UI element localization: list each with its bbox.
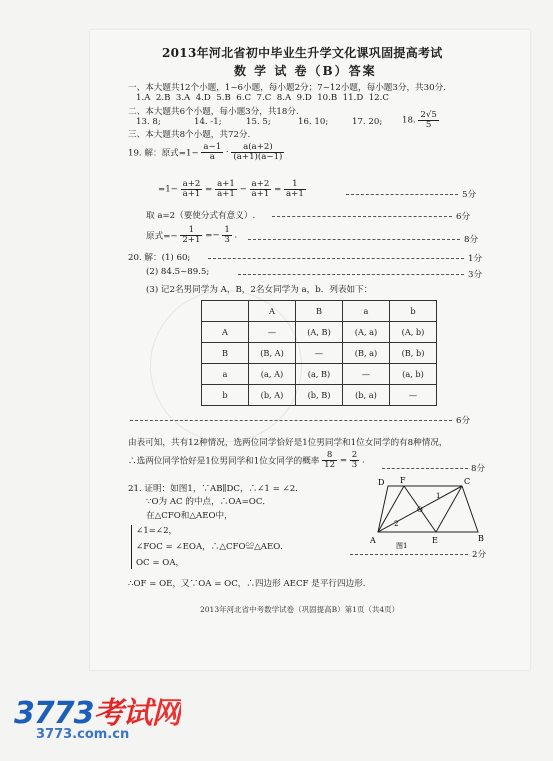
q19-line4: [146, 226, 237, 245]
answer-4: 4.D: [195, 93, 211, 103]
q20-leader-2: [238, 274, 464, 275]
q19-frac6-num: 1: [284, 180, 306, 190]
figure-label-c: C: [464, 477, 471, 486]
q19-frac8-num: 1: [224, 225, 230, 235]
answer-13: 13. 8;: [136, 117, 161, 127]
geometry-figure: [370, 476, 490, 552]
q19-dot: ·: [225, 147, 229, 158]
table-cell: A: [249, 301, 296, 322]
section2-intro: 二、本大题共6个小题，每小题3分，共18分.: [128, 107, 299, 117]
figure-parallelogram: [378, 486, 478, 532]
table-cell: (A, a): [343, 322, 390, 343]
table-cell: [202, 301, 249, 322]
answer-16: 16. 10;: [298, 117, 329, 127]
site-logo: [14, 688, 181, 732]
answer-11: 11.D: [342, 93, 364, 103]
table-cell: (B, b): [390, 343, 437, 364]
q20-conclusion-2: [128, 451, 365, 470]
page-subtitle: 数 学 试 卷（B）答案: [234, 64, 377, 78]
page-title: 2013年河北省初中毕业生升学文化课巩固提高考试: [162, 46, 443, 60]
q19-line2: [158, 180, 306, 199]
q20-frac2-den: 3: [351, 460, 358, 471]
answer-18-label: 18.: [402, 115, 416, 126]
answer-5: 5.B: [216, 93, 231, 103]
table-row: [202, 385, 437, 406]
answer-14: 14. -1;: [194, 117, 222, 127]
figure-label-a: A: [370, 536, 376, 545]
table-cell: (A, b): [390, 322, 437, 343]
q19-frac1-den: a: [209, 152, 215, 163]
q19-frac7-num: 1: [180, 226, 202, 236]
q19-frac3-den: a+1: [182, 189, 201, 200]
q20-peq: =: [339, 455, 348, 466]
site-logo-text: 3773考试网: [14, 688, 181, 732]
q19-end: .: [234, 230, 238, 241]
table-cell: (b, A): [249, 385, 296, 406]
q20-conclusion-1: 由表可知，共有12种情况，选两位同学恰好是1位男同学和1位女同学的有8种情况，: [128, 438, 448, 448]
answer-3: 3.A: [175, 93, 191, 103]
table-cell: B: [202, 343, 249, 364]
table-row: [202, 322, 437, 343]
q20-part2: (2) 84.5~89.5;: [146, 267, 210, 277]
q20-frac1-den: 12: [324, 460, 336, 471]
q21-line3: 在△CFO和△AEO中，: [146, 511, 233, 521]
table-cell: (A, B): [296, 322, 343, 343]
answer-18: [402, 111, 439, 130]
q19-eq4: =−: [205, 230, 220, 241]
table-cell: —: [343, 364, 390, 385]
q19-eq: =: [205, 184, 213, 195]
answer-7: 7.C: [256, 93, 272, 103]
q19-minus: −: [239, 184, 247, 195]
q19-frac8-den: 3: [224, 235, 230, 246]
figure-label-f: F: [400, 476, 406, 485]
outcome-table: [201, 300, 437, 406]
q20-frac2-num: 2: [351, 450, 358, 460]
answer-8: 8.A: [276, 93, 292, 103]
q20-score-3: 6分: [456, 416, 471, 426]
q19-line1: [128, 143, 284, 162]
table-cell: b: [202, 385, 249, 406]
site-url: 3773.com.cn: [36, 727, 130, 742]
q21-line1: 21. 证明：如图1，∵AB∥DC，∴∠1 = ∠2．: [128, 484, 304, 494]
table-cell: (a, B): [296, 364, 343, 385]
table-cell: —: [296, 343, 343, 364]
figure-label-2: 2: [394, 520, 399, 528]
q21-brace-line3: OC = OA，: [136, 558, 185, 568]
q19-leader-3: [248, 239, 460, 240]
table-cell: a: [202, 364, 249, 385]
q21-brace-line2: ∠FOC = ∠EOA，∴△CFO≌△AEO．: [136, 542, 289, 552]
q19-orig: 原式=−: [146, 231, 178, 242]
q20-part1: 20. 解：(1) 60;: [128, 253, 191, 263]
table-header-row: [202, 301, 437, 322]
q20-probability-text: ∴选两位同学恰好是1位男同学和1位女同学的概率: [128, 456, 320, 467]
page-footer: 2013年河北省中考数学试卷（巩固提高B）第1页（共4页）: [200, 605, 400, 614]
q19-frac7-den: 2+1: [182, 235, 201, 246]
q19-eq3: =: [274, 184, 282, 195]
table-cell: b: [390, 301, 437, 322]
q19-label: 19. 解：原式=1−: [128, 148, 199, 159]
q21-line4: ∴OF = OE，又∵OA = OC，∴四边形 AECF 是平行四边形．: [128, 579, 372, 589]
table-cell: —: [390, 385, 437, 406]
q20-part3: (3) 记2名男同学为 A，B，2名女同学为 a，b．列表如下：: [146, 285, 373, 295]
q19-frac1-num: a−1: [203, 142, 222, 152]
q20-leader-4: [382, 468, 468, 469]
answer-15: 15. 5;: [246, 117, 271, 127]
q21-brace-line1: ∠1=∠2，: [136, 526, 178, 536]
q19-frac5-den: a+1: [251, 189, 270, 200]
q20-leader-3: [130, 420, 452, 421]
section1-answers: [136, 93, 389, 103]
q19-frac3-num: a+2: [182, 179, 201, 189]
q19-score-3: 8分: [464, 235, 479, 245]
q19-frac2-num: a(a+2): [231, 143, 284, 153]
answer-2: 2.B: [155, 93, 171, 103]
answer-10: 10.B: [317, 93, 338, 103]
q20-score-4: 8分: [471, 464, 486, 474]
figure-caption: 图1: [396, 542, 408, 550]
section1-intro: 一、本大题共12个小题，1~6小题，每小题2分；7~12小题，每小题3分，共30分.: [128, 83, 446, 93]
figure-label-1: 1: [436, 492, 441, 500]
table-cell: (b, B): [296, 385, 343, 406]
answer-9: 9.D: [296, 93, 312, 103]
answer-17: 17. 20;: [352, 117, 383, 127]
table-cell: (B, A): [249, 343, 296, 364]
q21-leader-1: [350, 554, 468, 555]
q19-take: 取 a=2（要使分式有意义）.: [146, 211, 256, 221]
q19-frac2-den: (a+1)(a−1): [233, 152, 283, 163]
q19-frac4-num: a+1: [217, 179, 235, 189]
figure-label-b: B: [478, 534, 484, 543]
q19-frac5-num: a+2: [251, 179, 270, 189]
table-cell: (B, a): [343, 343, 390, 364]
q19-frac6-den: a+1: [286, 189, 304, 200]
table-cell: (b, a): [343, 385, 390, 406]
table-cell: a: [343, 301, 390, 322]
table-cell: (a, A): [249, 364, 296, 385]
table-cell: B: [296, 301, 343, 322]
answer-12: 12.C: [368, 93, 389, 103]
q19-leader-1: [346, 194, 458, 195]
figure-label-d: D: [378, 478, 385, 487]
q19-score-2: 6分: [456, 212, 471, 222]
q20-score-1: 1分: [468, 254, 483, 264]
answer-1: 1.A: [136, 93, 151, 103]
answer-6: 6.C: [236, 93, 252, 103]
section3-intro: 三、本大题共8个小题，共72分.: [128, 130, 251, 140]
table-cell: A: [202, 322, 249, 343]
q20-frac1-num: 8: [322, 451, 337, 461]
figure-label-o: O: [417, 506, 423, 514]
q19-score-1: 5分: [462, 190, 477, 200]
answer-18-denominator: 5: [425, 120, 432, 131]
table-cell: (a, b): [390, 364, 437, 385]
q21-score-1: 2分: [472, 550, 487, 560]
figure-label-e: E: [432, 536, 438, 545]
q20-score-2: 3分: [468, 270, 483, 280]
q19-eq2a: =1−: [158, 184, 178, 195]
answer-18-numerator: 2√5: [420, 110, 437, 120]
q21-brace: [131, 525, 132, 569]
q20-leader-1: [208, 258, 464, 259]
q19-frac4-den: a+1: [217, 189, 235, 200]
q21-line2: ∵O为 AC 的中点，∴OA=OC．: [146, 497, 271, 507]
table-cell: —: [249, 322, 296, 343]
q20-pend: .: [361, 455, 365, 466]
table-row: [202, 343, 437, 364]
table-row: [202, 364, 437, 385]
q19-leader-2: [272, 216, 452, 217]
